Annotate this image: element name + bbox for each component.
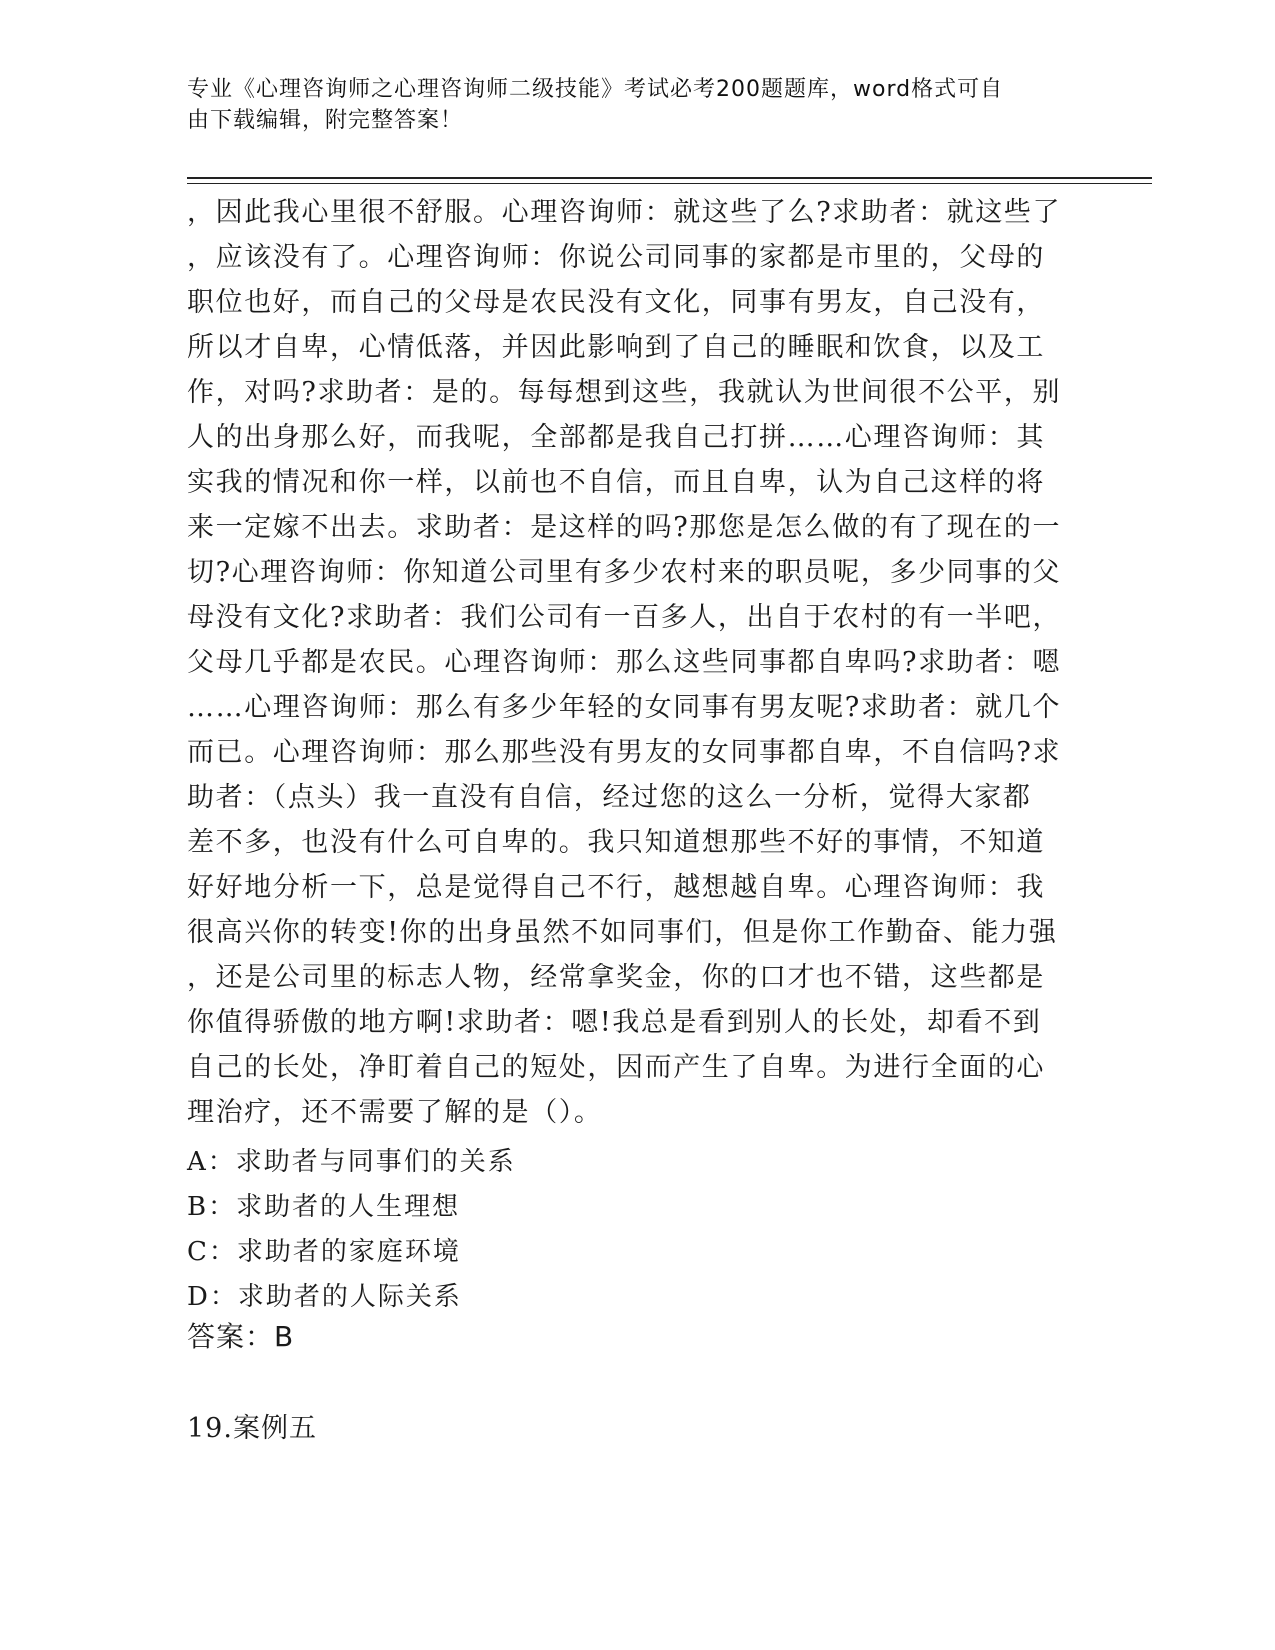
passage-line: 差不多，也没有什么可自卑的。我只知道想那些不好的事情，不知道 [187, 827, 1045, 858]
document-header [187, 74, 1077, 136]
option-a: A：求助者与同事们的关系 [187, 1147, 516, 1177]
passage-line: 所以才自卑，心情低落，并因此影响到了自己的睡眠和饮食，以及工 [187, 332, 1045, 363]
option-b: B：求助者的人生理想 [187, 1192, 461, 1222]
passage-line: 很高兴你的转变!你的出身虽然不如同事们，但是你工作勤奋、能力强 [187, 917, 1058, 948]
passage-line: ，因此我心里很不舒服。心理咨询师：就这些了么?求助者：就这些了 [187, 197, 1062, 228]
passage-line: 作，对吗?求助者：是的。每每想到这些，我就认为世间很不公平，别 [187, 377, 1062, 408]
passage-line: 助者：（点头）我一直没有自信，经过您的这么一分析，觉得大家都 [187, 782, 1032, 813]
question-passage [187, 190, 1087, 1135]
passage-line: 你值得骄傲的地方啊!求助者：嗯!我总是看到别人的长处，却看不到 [187, 1007, 1042, 1038]
passage-line: 切?心理咨询师：你知道公司里有多少农村来的职员呢，多少同事的父 [187, 557, 1062, 588]
header-line-2: 由下载编辑，附完整答案！ [187, 108, 464, 133]
passage-line: 实我的情况和你一样，以前也不自信，而且自卑，认为自己这样的将 [187, 467, 1045, 498]
passage-line: 好好地分析一下，总是觉得自己不行，越想越自卑。心理咨询师：我 [187, 872, 1045, 903]
passage-line: 母没有文化?求助者：我们公司有一百多人，出自于农村的有一半吧， [187, 602, 1062, 633]
passage-line: 而已。心理咨询师：那么那些没有男友的女同事都自卑，不自信吗?求 [187, 737, 1062, 768]
passage-line: ，还是公司里的标志人物，经常拿奖金，你的口才也不错，这些都是 [187, 962, 1045, 993]
passage-line: ，应该没有了。心理咨询师：你说公司同事的家都是市里的，父母的 [187, 242, 1045, 273]
header-line-1: 专业《心理咨询师之心理咨询师二级技能》考试必考200题题库，word格式可自 [187, 77, 1004, 102]
passage-line: 来一定嫁不出去。求助者：是这样的吗?那您是怎么做的有了现在的一 [187, 512, 1062, 543]
passage-line: 人的出身那么好，而我呢，全部都是我自己打拼……心理咨询师：其 [187, 422, 1045, 453]
passage-line: ……心理咨询师：那么有多少年轻的女同事有男友呢?求助者：就几个 [187, 692, 1062, 723]
passage-line: 父母几乎都是农民。心理咨询师：那么这些同事都自卑吗?求助者：嗯 [187, 647, 1062, 678]
next-question-title: 19.案例五 [187, 1413, 317, 1444]
header-divider [187, 177, 1152, 184]
passage-line: 职位也好，而自己的父母是农民没有文化，同事有男友，自己没有， [187, 287, 1045, 318]
option-d: D：求助者的人际关系 [187, 1282, 462, 1312]
passage-line: 理治疗，还不需要了解的是（）。 [187, 1097, 603, 1128]
answer-key: 答案：B [187, 1320, 295, 1353]
option-c: C：求助者的家庭环境 [187, 1237, 461, 1267]
answer-options [187, 1140, 1087, 1320]
passage-line: 自己的长处，净盯着自己的短处，因而产生了自卑。为进行全面的心 [187, 1052, 1045, 1083]
